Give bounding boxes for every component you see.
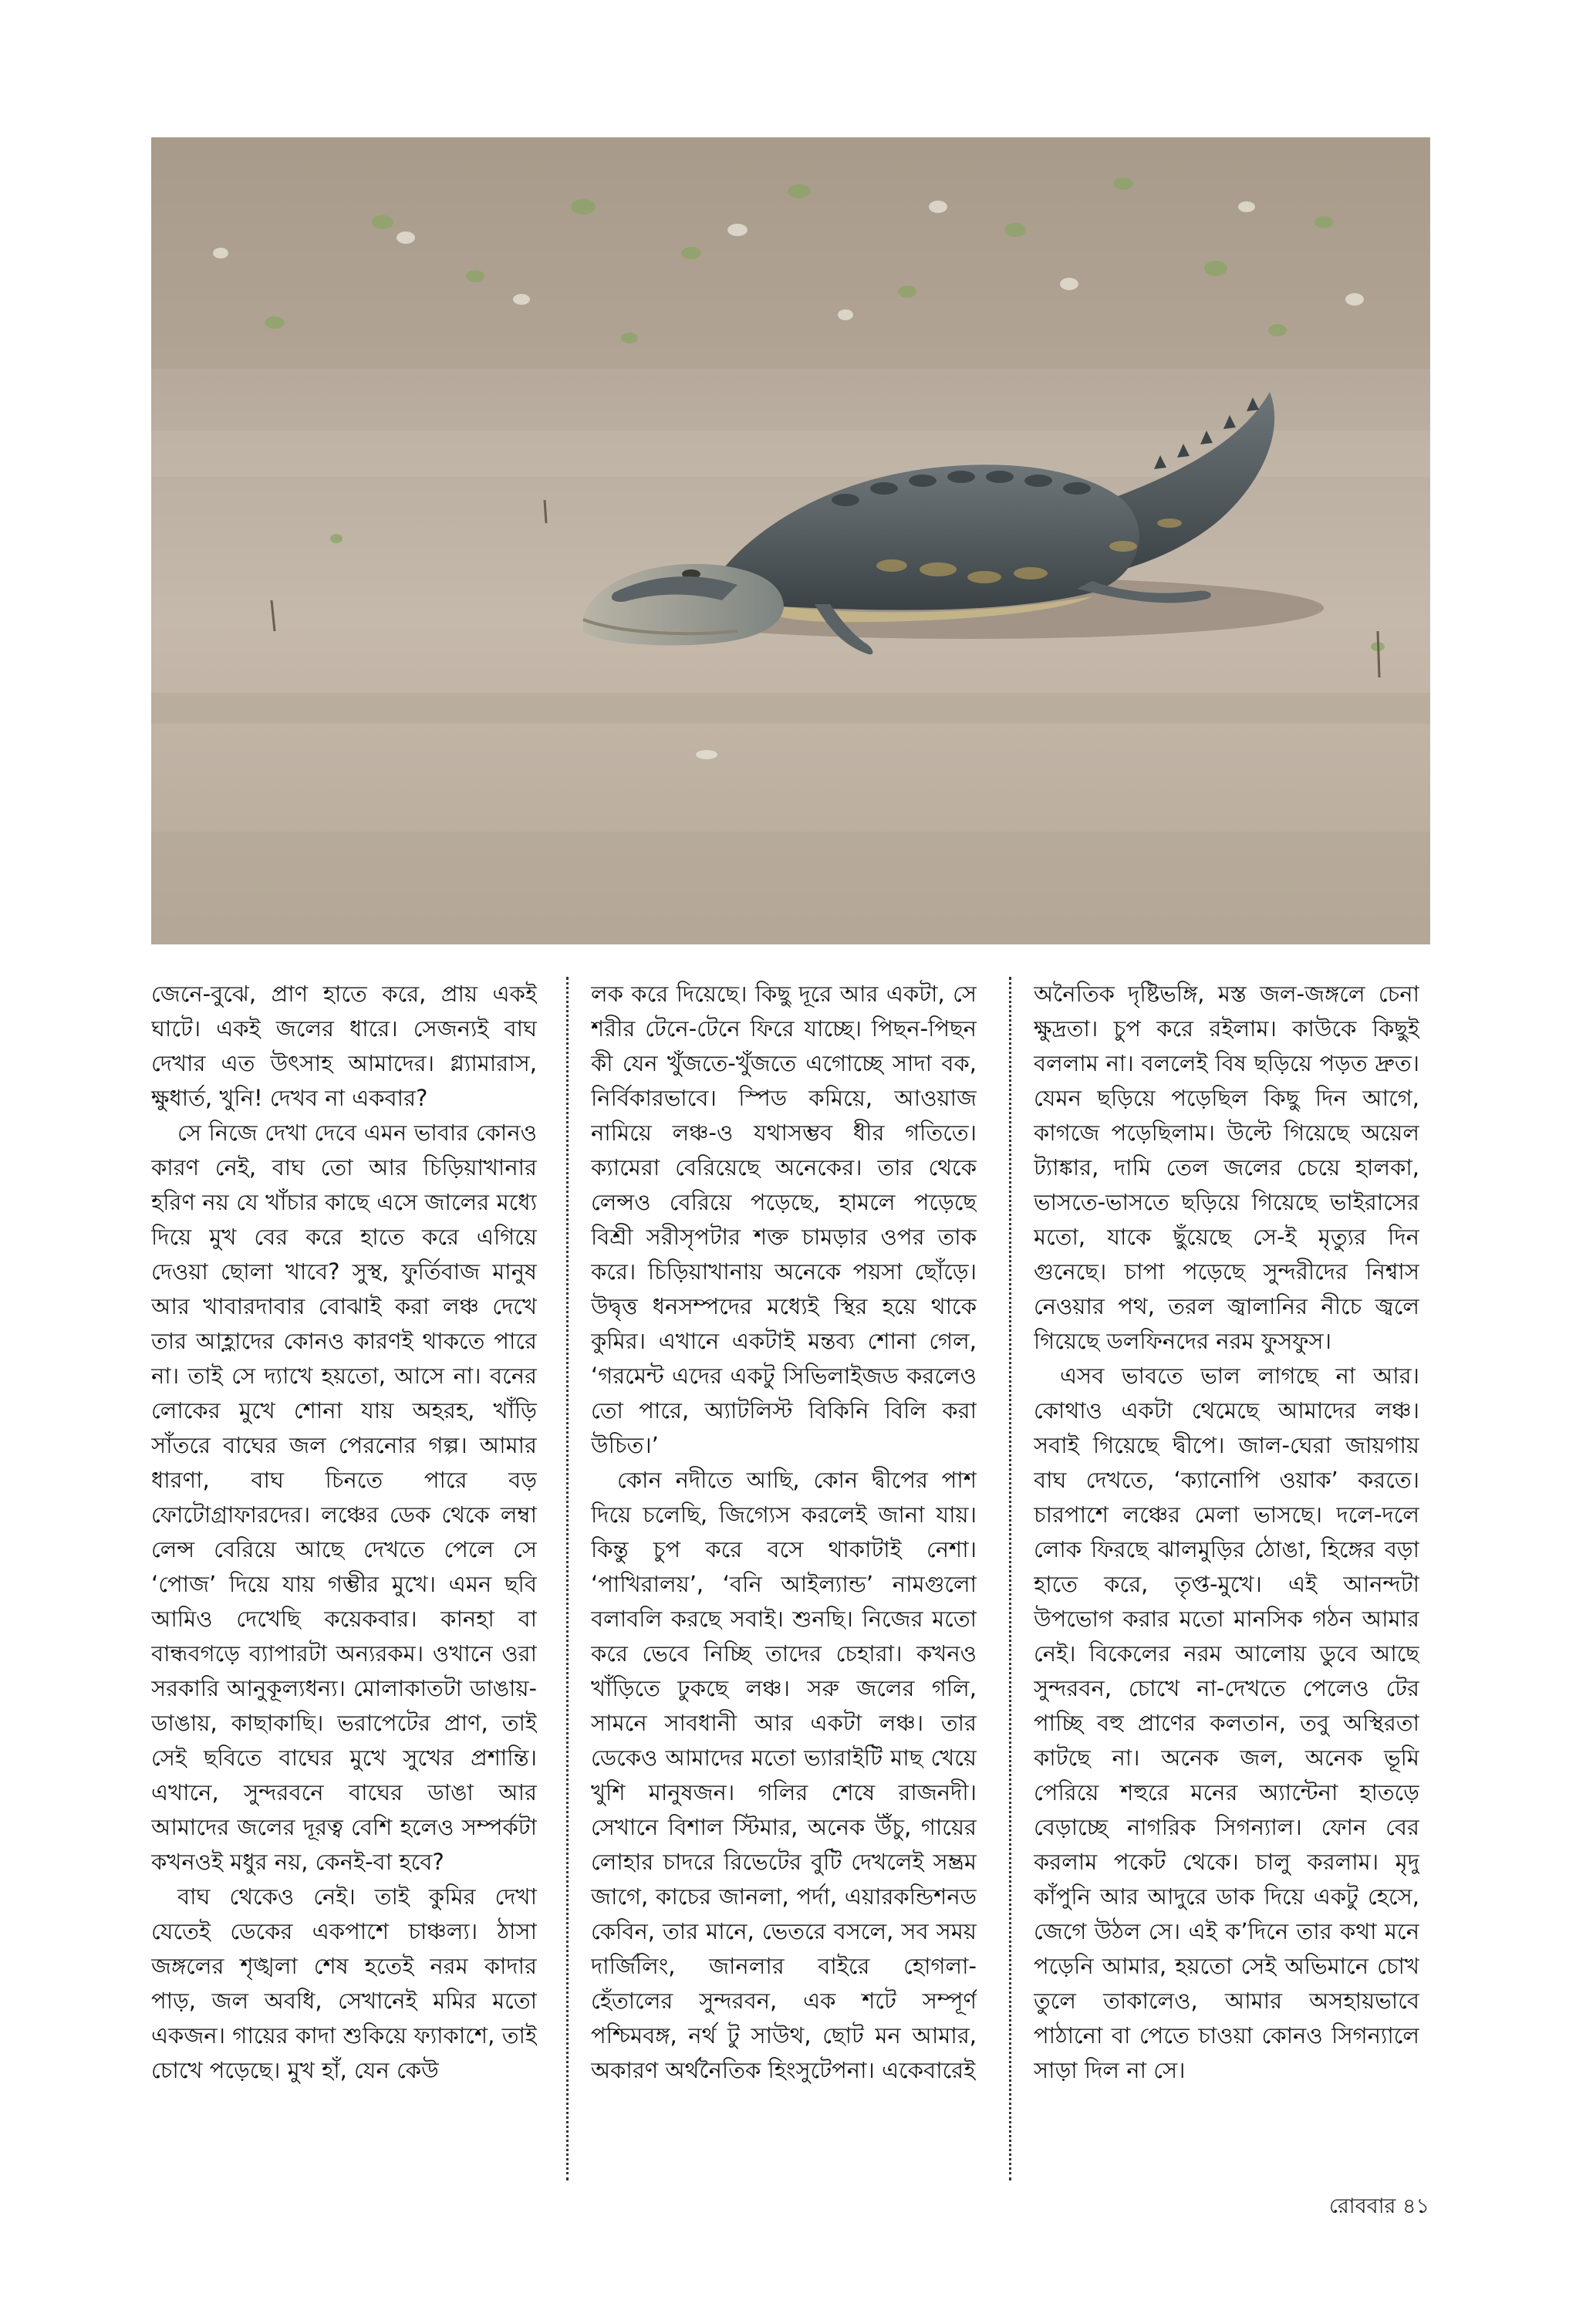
page-folio: রোববার ৪১ xyxy=(1329,2194,1429,2218)
crocodile-illustration xyxy=(151,137,1430,944)
crocodile-photo xyxy=(151,137,1430,944)
paragraph: জেনে-বুঝে, প্রাণ হাতে করে, প্রায় একই ঘাটে। একই জলের ধারে। সেজন্যই বাঘ দেখার এত উৎসাহ আমাদের। গ্ল্যামারাস, ক্ষুধার্ত, খুনি! দেখব না একবার? xyxy=(151,981,537,1111)
paragraph: বাঘ থেকেও নেই। তাই কুমির দেখা যেতেই ডেকের একপাশে চাঞ্চল্য। ঠাসা জঙ্গলের শৃঙ্খলা শেষ হতেই নরম কাদার পাড়, জল অবধি, সেখানেই মমির মতো একজন। গায়ের কাদা শুকিয়ে ফ্যাকাশে, তাই চোখে পড়েছে। মুখ হাঁ, যেন কেউ xyxy=(151,1883,537,2083)
paragraph: কোন নদীতে আছি, কোন দ্বীপের পাশ দিয়ে চলেছি, জিগ্যেস করলেই জানা যায়। কিন্তু চুপ করে বসে থাকাটাই নেশা। ‘পাখিরালয়’, ‘বনি আইল্যান্ড’ নামগুলো বলাবলি করছে সবাই। শুনছি। নিজের মতো করে ভেবে নিচ্ছি তাদের চেহারা। কখনও খাঁড়িতে ঢুকছে লঞ্চ। সরু জলের গলি, সামনে সাবধানী আর একটা লঞ্চ। তার ডেকেও আমাদের মতো ভ্যারাইটি মাছ খেয়ে খুশি মানুষজন। গলির শেষে রাজনদী। সেখানে বিশাল স্টিমার, অনেক উঁচু, গায়ের লোহার চাদরে রিভেটের বুটি দেখলেই সম্ভ্রম জাগে, কাচের জানলা, পর্দা, এয়ারকন্ডিশনড কেবিন, তার মানে, ভেতরে বসলে, সব সময় দার্জিলিং, জানলার বাইরে হোগলা-হেঁতালের সুন্দরবন, এক শটে সম্পূর্ণ পশ্চিমবঙ্গ, নর্থ টু সাউথ, ছোট মন আমার, অকারণ অর্থনৈতিক হিংসুটেপনা। একেবারেই xyxy=(591,1467,977,2083)
article-body xyxy=(151,977,1430,2180)
paragraph: লক করে দিয়েছে। কিছু দূরে আর একটা, সে শরীর টেনে-টেনে ফিরে যাচ্ছে। পিছন-পিছন কী যেন খুঁজতে-খুঁজতে এগোচ্ছে সাদা বক, নির্বিকারভাবে। স্পিড কমিয়ে, আওয়াজ নামিয়ে লঞ্চ-ও যথাসম্ভব ধীর গতিতে। ক্যামেরা বেরিয়েছে অনেকের। তার থেকে লেন্সও বেরিয়ে পড়েছে, হামলে পড়েছে বিশ্রী সরীসৃপটার শক্ত চামড়ার ওপর তাক করে। চিড়িয়াখানায় অনেকে পয়সা ছোঁড়ে। উদ্বৃত্ত ধনসম্পদের মধ্যেই স্থির হয়ে থাকে কুমির। এখানে একটাই মন্তব্য শোনা গেল, ‘গরমেন্ট এদের একটু সিভিলাইজড করলেও তো পারে, অ্যাটলিস্ট বিকিনি বিলি করা উচিত।’ xyxy=(591,981,977,1458)
column-divider xyxy=(1009,977,1011,2180)
article-column-1 xyxy=(151,977,537,2180)
paragraph: এসব ভাবতে ভাল লাগছে না আর। কোথাও একটা থেমেছে আমাদের লঞ্চ। সবাই গিয়েছে দ্বীপে। জাল-ঘেরা জায়গায় বাঘ দেখতে, ‘ক্যানোপি ওয়াক’ করতে। চারপাশে লঞ্চের মেলা ভাসছে। দলে-দলে লোক ফিরছে ঝালমুড়ির ঠোঙা, হিঙ্গের বড়া হাতে করে, তৃপ্ত-মুখে। এই আনন্দটা উপভোগ করার মতো মানসিক গঠন আমার নেই। বিকেলের নরম আলোয় ডুবে আছে সুন্দরবন, চোখে না-দেখতে পেলেও টের পাচ্ছি বহু প্রাণের কলতান, তবু অস্থিরতা কাটছে না। অনেক জল, অনেক ভূমি পেরিয়ে শহুরে মনের অ্যান্টেনা হাতড়ে বেড়াচ্ছে নাগরিক সিগন্যাল। ফোন বের করলাম পকেট থেকে। চালু করলাম। মৃদু কাঁপুনি আর আদুরে ডাক দিয়ে একটু হেসে, জেগে উঠল সে। এই ক’দিনে তার কথা মনে পড়েনি আমার, হয়তো সেই অভিমানে চোখ তুলে তাকালেও, আমার অসহায়ভাবে পাঠানো বা পেতে চাওয়া কোনও সিগন্যালে সাড়া দিল না সে। xyxy=(1034,1363,1419,2083)
column-divider xyxy=(566,977,569,2180)
paragraph: অনৈতিক দৃষ্টিভঙ্গি, মস্ত জল-জঙ্গলে চেনা ক্ষুদ্রতা। চুপ করে রইলাম। কাউকে কিছুই বললাম না। বললেই বিষ ছড়িয়ে পড়ত দ্রুত। যেমন ছড়িয়ে পড়েছিল কিছু দিন আগে, কাগজে পড়েছিলাম। উল্টে গিয়েছে অয়েল ট্যাঙ্কার, দামি তেল জলের চেয়ে হালকা, ভাসতে-ভাসতে ছড়িয়ে গিয়েছে ভাইরাসের মতো, যাকে ছুঁয়েছে সে-ই মৃত্যুর দিন গুনেছে। চাপা পড়েছে সুন্দরীদের নিশ্বাস নেওয়ার পথ, তরল জ্বালানির নীচে জ্বলে গিয়েছে ডলফিনদের নরম ফুসফুস। xyxy=(1034,981,1419,1354)
article-column-2 xyxy=(591,977,977,2180)
article-column-3 xyxy=(1034,977,1419,2180)
paragraph: সে নিজে দেখা দেবে এমন ভাবার কোনও কারণ নেই, বাঘ তো আর চিড়িয়াখানার হরিণ নয় যে খাঁচার কাছে এসে জালের মধ্যে দিয়ে মুখ বের করে হাতে করে এগিয়ে দেওয়া ছোলা খাবে? সুস্থ, ফুর্তিবাজ মানুষ আর খাবারদাবার বোঝাই করা লঞ্চ দেখে তার আহ্লাদের কোনও কারণই থাকতে পারে না। তাই সে দ্যাখে হয়তো, আসে না। বনের লোকের মুখে শোনা যায় অহরহ, খাঁড়ি সাঁতরে বাঘের জল পেরনোর গল্প। আমার ধারণা, বাঘ চিনতে পারে বড় ফোটোগ্রাফারদের। লঞ্চের ডেক থেকে লম্বা লেন্স বেরিয়ে আছে দেখতে পেলে সে ‘পোজ’ দিয়ে যায় গম্ভীর মুখে। এমন ছবি আমিও দেখেছি কয়েকবার। কানহা বা বান্ধবগড়ে ব্যাপারটা অন্যরকম। ওখানে ওরা সরকারি আনুকূল্যধন্য। মোলাকাতটা ডাঙায়-ডাঙায়, কাছাকাছি। ভরাপেটের প্রাণ, তাই সেই ছবিতে বাঘের মুখে সুখের প্রশান্তি। এখানে, সুন্দরবনে বাঘের ডাঙা আর আমাদের জলের দূরত্ব বেশি হলেও সম্পর্কটা কখনওই মধুর নয়, কেনই-বা হবে? xyxy=(151,1120,537,1875)
